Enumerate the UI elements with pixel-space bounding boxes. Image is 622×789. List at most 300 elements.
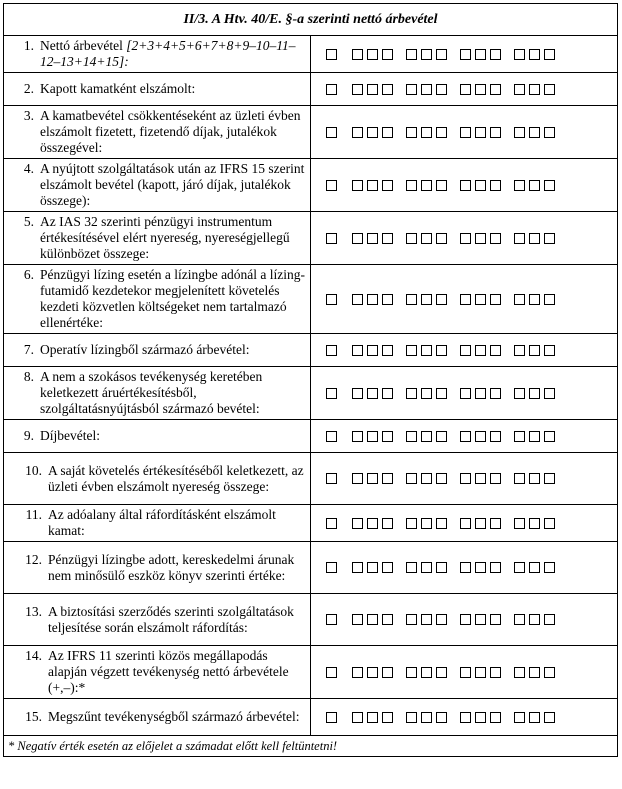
digit-box[interactable]	[475, 667, 486, 678]
digit-box[interactable]	[529, 345, 540, 356]
digit-box[interactable]	[382, 233, 393, 244]
digit-box[interactable]	[326, 473, 337, 484]
digit-group	[514, 473, 559, 484]
digit-box[interactable]	[406, 473, 417, 484]
digit-box[interactable]	[514, 233, 525, 244]
digit-group	[352, 518, 397, 529]
digit-box[interactable]	[529, 49, 540, 60]
digit-group	[406, 180, 451, 191]
digit-box[interactable]	[475, 518, 486, 529]
digit-group	[326, 127, 341, 138]
digit-box[interactable]	[529, 712, 540, 723]
digit-box[interactable]	[382, 562, 393, 573]
digit-box[interactable]	[514, 667, 525, 678]
digit-group	[460, 431, 505, 442]
form-row-10	[4, 453, 618, 505]
digit-box[interactable]	[544, 431, 555, 442]
digit-box[interactable]	[367, 345, 378, 356]
amount-entry-cell	[311, 73, 618, 106]
digit-box[interactable]	[544, 388, 555, 399]
digit-box[interactable]	[382, 127, 393, 138]
digit-box[interactable]	[367, 233, 378, 244]
digit-box[interactable]	[475, 49, 486, 60]
digit-box[interactable]	[406, 562, 417, 573]
amount-entry-cell	[311, 367, 618, 420]
digit-box[interactable]	[529, 473, 540, 484]
digit-box[interactable]	[514, 294, 525, 305]
digit-box[interactable]	[514, 127, 525, 138]
digit-box[interactable]	[460, 180, 471, 191]
digit-box[interactable]	[326, 49, 337, 60]
digit-box[interactable]	[421, 667, 432, 678]
row-label: A nyújtott szolgáltatások után az IFRS 15 szerint elszámolt bevétel (kapott, járó díjak, jutalékok összege):	[40, 161, 305, 208]
digit-box[interactable]	[529, 180, 540, 191]
digit-box[interactable]	[436, 667, 447, 678]
digit-box[interactable]	[436, 562, 447, 573]
digit-group	[514, 127, 559, 138]
digit-box[interactable]	[326, 294, 337, 305]
digit-box[interactable]	[436, 388, 447, 399]
digit-group	[326, 180, 341, 191]
digit-group	[514, 667, 559, 678]
digit-box[interactable]	[352, 127, 363, 138]
digit-box[interactable]	[367, 388, 378, 399]
digit-box[interactable]	[326, 431, 337, 442]
digit-group	[406, 388, 451, 399]
digit-box[interactable]	[352, 614, 363, 625]
digit-box[interactable]	[326, 233, 337, 244]
digit-box[interactable]	[326, 614, 337, 625]
row-label: Pénzügyi lízing esetén a lízingbe adónál a lízing-futamidő kezdetekor megjelenített követelés kezdeti közvetlen költségeket nem tartalmazó ellenértéke:	[40, 267, 306, 330]
digit-box[interactable]	[436, 712, 447, 723]
digit-group	[460, 473, 505, 484]
row-label: A kamatbevétel csökkentéseként az üzleti évben elszámolt fizetett, fizetendő díjak, jutalékok összegével:	[40, 108, 301, 155]
digit-box[interactable]	[367, 518, 378, 529]
digit-box[interactable]	[544, 518, 555, 529]
digit-box[interactable]	[352, 388, 363, 399]
digit-box[interactable]	[406, 180, 417, 191]
digit-group	[460, 614, 505, 625]
digit-box[interactable]	[352, 49, 363, 60]
digit-box[interactable]	[406, 518, 417, 529]
digit-box[interactable]	[436, 84, 447, 95]
digit-box[interactable]	[514, 473, 525, 484]
digit-box[interactable]	[514, 84, 525, 95]
digit-box[interactable]	[460, 518, 471, 529]
digit-box[interactable]	[352, 431, 363, 442]
digit-group	[406, 431, 451, 442]
digit-box[interactable]	[529, 562, 540, 573]
digit-group	[514, 518, 559, 529]
digit-group	[460, 345, 505, 356]
form-row-1	[4, 36, 618, 73]
digit-box[interactable]	[436, 431, 447, 442]
digit-group	[460, 233, 505, 244]
digit-box[interactable]	[352, 712, 363, 723]
row-label-cell	[4, 453, 311, 505]
digit-box[interactable]	[460, 84, 471, 95]
digit-box[interactable]	[406, 667, 417, 678]
digit-group	[326, 614, 341, 625]
digit-group	[406, 562, 451, 573]
digit-group	[460, 49, 505, 60]
digit-box[interactable]	[460, 712, 471, 723]
row-label-cell	[4, 106, 311, 159]
digit-box[interactable]	[544, 180, 555, 191]
digit-box[interactable]	[436, 127, 447, 138]
digit-box[interactable]	[367, 473, 378, 484]
digit-box[interactable]	[514, 180, 525, 191]
row-number: 13.	[25, 603, 42, 619]
digit-box[interactable]	[544, 667, 555, 678]
form-row-2	[4, 73, 618, 106]
digit-box[interactable]	[529, 294, 540, 305]
digit-box[interactable]	[367, 562, 378, 573]
row-number: 10.	[25, 462, 42, 478]
digit-box[interactable]	[367, 431, 378, 442]
digit-box[interactable]	[367, 180, 378, 191]
digit-group	[514, 294, 559, 305]
digit-group	[326, 473, 341, 484]
amount-entry-cell	[311, 212, 618, 265]
digit-box[interactable]	[382, 294, 393, 305]
form-rows	[4, 36, 618, 736]
digit-box[interactable]	[382, 667, 393, 678]
row-number: 15.	[25, 709, 42, 724]
digit-box[interactable]	[460, 562, 471, 573]
row-number: 12.	[25, 551, 42, 567]
row-label: Az adóalany által ráfordításként elszámolt kamat:	[48, 507, 276, 538]
digit-group	[352, 431, 397, 442]
digit-group	[514, 431, 559, 442]
digit-group	[352, 127, 397, 138]
form-table	[3, 3, 618, 757]
digit-box[interactable]	[382, 431, 393, 442]
digit-box[interactable]	[490, 180, 501, 191]
digit-box[interactable]	[475, 294, 486, 305]
digit-box[interactable]	[529, 388, 540, 399]
digit-group	[352, 233, 397, 244]
form-row-3	[4, 106, 618, 159]
digit-box[interactable]	[421, 294, 432, 305]
digit-group	[460, 388, 505, 399]
row-label-cell	[4, 212, 311, 265]
digit-box[interactable]	[460, 614, 471, 625]
digit-box[interactable]	[490, 473, 501, 484]
digit-box[interactable]	[382, 180, 393, 191]
digit-box[interactable]	[436, 49, 447, 60]
row-label: Az IAS 32 szerinti pénzügyi instrumentum értékesítésével elért nyereség, nyereségjellegű különbözet összege:	[40, 214, 290, 261]
digit-box[interactable]	[460, 431, 471, 442]
digit-box[interactable]	[326, 562, 337, 573]
digit-box[interactable]	[475, 127, 486, 138]
digit-box[interactable]	[529, 233, 540, 244]
digit-box[interactable]	[490, 614, 501, 625]
digit-box[interactable]	[352, 294, 363, 305]
digit-box[interactable]	[367, 667, 378, 678]
row-label: Díjbevétel:	[40, 428, 100, 443]
digit-group	[514, 233, 559, 244]
digit-box[interactable]	[529, 127, 540, 138]
digit-box[interactable]	[352, 473, 363, 484]
digit-box[interactable]	[421, 473, 432, 484]
digit-box[interactable]	[490, 127, 501, 138]
digit-group	[406, 473, 451, 484]
digit-group	[326, 667, 341, 678]
digit-box[interactable]	[352, 562, 363, 573]
digit-group	[514, 84, 559, 95]
digit-box[interactable]	[326, 667, 337, 678]
digit-box[interactable]	[406, 431, 417, 442]
digit-box[interactable]	[514, 431, 525, 442]
digit-box[interactable]	[475, 388, 486, 399]
row-number: 2.	[23, 81, 34, 96]
digit-group	[352, 667, 397, 678]
digit-group	[514, 49, 559, 60]
digit-box[interactable]	[544, 127, 555, 138]
digit-group	[460, 180, 505, 191]
digit-box[interactable]	[421, 127, 432, 138]
digit-box[interactable]	[382, 345, 393, 356]
amount-entry-cell	[311, 265, 618, 334]
digit-box[interactable]	[475, 233, 486, 244]
digit-box[interactable]	[490, 431, 501, 442]
digit-box[interactable]	[514, 345, 525, 356]
digit-box[interactable]	[460, 294, 471, 305]
digit-box[interactable]	[490, 388, 501, 399]
digit-box[interactable]	[421, 712, 432, 723]
digit-box[interactable]	[490, 233, 501, 244]
digit-box[interactable]	[436, 473, 447, 484]
amount-entry-cell	[311, 36, 618, 73]
digit-box[interactable]	[475, 614, 486, 625]
form-row-5	[4, 212, 618, 265]
digit-box[interactable]	[352, 345, 363, 356]
amount-entry-cell	[311, 453, 618, 505]
digit-box[interactable]	[406, 84, 417, 95]
digit-box[interactable]	[514, 388, 525, 399]
digit-box[interactable]	[460, 667, 471, 678]
row-label: Megszűnt tevékenységből származó árbevétel:	[48, 709, 300, 724]
digit-box[interactable]	[382, 712, 393, 723]
digit-group	[326, 518, 341, 529]
form-row-14	[4, 646, 618, 699]
digit-box[interactable]	[352, 180, 363, 191]
digit-group	[352, 388, 397, 399]
form-title: II/3. A Htv. 40/E. §-a szerinti nettó árbevétel	[4, 4, 618, 36]
digit-box[interactable]	[460, 388, 471, 399]
row-label-cell	[4, 420, 311, 453]
digit-box[interactable]	[490, 294, 501, 305]
digit-box[interactable]	[490, 84, 501, 95]
row-number: 1.	[23, 38, 34, 53]
digit-box[interactable]	[475, 712, 486, 723]
digit-box[interactable]	[460, 49, 471, 60]
digit-box[interactable]	[367, 294, 378, 305]
digit-box[interactable]	[421, 388, 432, 399]
digit-group	[326, 431, 341, 442]
digit-box[interactable]	[475, 345, 486, 356]
digit-box[interactable]	[367, 614, 378, 625]
digit-group	[514, 614, 559, 625]
digit-box[interactable]	[544, 49, 555, 60]
digit-box[interactable]	[352, 667, 363, 678]
digit-box[interactable]	[421, 431, 432, 442]
digit-group	[406, 84, 451, 95]
digit-box[interactable]	[475, 431, 486, 442]
amount-entry-cell	[311, 542, 618, 594]
digit-box[interactable]	[529, 84, 540, 95]
digit-box[interactable]	[421, 614, 432, 625]
digit-box[interactable]	[544, 562, 555, 573]
digit-box[interactable]	[326, 127, 337, 138]
digit-group	[460, 127, 505, 138]
digit-box[interactable]	[544, 614, 555, 625]
digit-box[interactable]	[367, 712, 378, 723]
digit-box[interactable]	[326, 518, 337, 529]
digit-group	[406, 233, 451, 244]
digit-box[interactable]	[514, 49, 525, 60]
digit-box[interactable]	[421, 84, 432, 95]
digit-box[interactable]	[406, 127, 417, 138]
digit-box[interactable]	[326, 712, 337, 723]
digit-box[interactable]	[406, 614, 417, 625]
digit-box[interactable]	[490, 345, 501, 356]
digit-group	[406, 712, 451, 723]
digit-box[interactable]	[436, 614, 447, 625]
digit-group	[326, 49, 341, 60]
digit-group	[460, 667, 505, 678]
digit-box[interactable]	[514, 518, 525, 529]
digit-box[interactable]	[529, 667, 540, 678]
digit-group	[460, 562, 505, 573]
digit-box[interactable]	[382, 49, 393, 60]
digit-group	[352, 712, 397, 723]
digit-box[interactable]	[544, 345, 555, 356]
digit-group	[514, 180, 559, 191]
digit-box[interactable]	[326, 84, 337, 95]
digit-box[interactable]	[382, 473, 393, 484]
digit-group	[326, 345, 341, 356]
row-label-cell	[4, 265, 311, 334]
digit-box[interactable]	[421, 233, 432, 244]
row-label-cell	[4, 159, 311, 212]
digit-box[interactable]	[421, 49, 432, 60]
digit-box[interactable]	[490, 562, 501, 573]
digit-box[interactable]	[544, 712, 555, 723]
digit-group	[406, 614, 451, 625]
row-label-cell	[4, 73, 311, 106]
digit-box[interactable]	[406, 345, 417, 356]
digit-group	[352, 614, 397, 625]
amount-entry-cell	[311, 505, 618, 542]
digit-box[interactable]	[421, 180, 432, 191]
digit-group	[352, 345, 397, 356]
digit-box[interactable]	[460, 473, 471, 484]
digit-box[interactable]	[490, 712, 501, 723]
digit-box[interactable]	[382, 388, 393, 399]
digit-box[interactable]	[436, 233, 447, 244]
digit-box[interactable]	[475, 84, 486, 95]
row-label-cell	[4, 334, 311, 367]
digit-group	[352, 294, 397, 305]
digit-box[interactable]	[490, 518, 501, 529]
digit-box[interactable]	[382, 518, 393, 529]
digit-box[interactable]	[421, 518, 432, 529]
digit-box[interactable]	[382, 84, 393, 95]
form-row-4	[4, 159, 618, 212]
form-row-13	[4, 594, 618, 646]
form-row-6	[4, 265, 618, 334]
digit-box[interactable]	[460, 345, 471, 356]
row-number: 14.	[25, 648, 42, 663]
digit-box[interactable]	[514, 712, 525, 723]
digit-box[interactable]	[352, 518, 363, 529]
digit-box[interactable]	[406, 233, 417, 244]
digit-box[interactable]	[436, 518, 447, 529]
digit-box[interactable]	[436, 294, 447, 305]
digit-box[interactable]	[326, 345, 337, 356]
digit-box[interactable]	[352, 233, 363, 244]
digit-box[interactable]	[326, 180, 337, 191]
digit-box[interactable]	[544, 473, 555, 484]
digit-box[interactable]	[490, 49, 501, 60]
digit-box[interactable]	[529, 518, 540, 529]
digit-box[interactable]	[490, 667, 501, 678]
digit-box[interactable]	[529, 431, 540, 442]
digit-box[interactable]	[529, 614, 540, 625]
digit-box[interactable]	[406, 294, 417, 305]
digit-box[interactable]	[475, 180, 486, 191]
digit-box[interactable]	[514, 614, 525, 625]
digit-group	[406, 518, 451, 529]
digit-box[interactable]	[406, 712, 417, 723]
digit-box[interactable]	[352, 84, 363, 95]
digit-box[interactable]	[367, 49, 378, 60]
digit-box[interactable]	[514, 562, 525, 573]
digit-box[interactable]	[367, 127, 378, 138]
digit-box[interactable]	[460, 233, 471, 244]
digit-group	[514, 562, 559, 573]
digit-box[interactable]	[406, 388, 417, 399]
digit-box[interactable]	[367, 84, 378, 95]
digit-box[interactable]	[460, 127, 471, 138]
amount-entry-cell	[311, 646, 618, 699]
row-number: 8.	[23, 369, 34, 384]
row-number: 4.	[23, 161, 34, 176]
row-label: Az IFRS 11 szerinti közös megállapodás alapján végzett tevékenység nettó árbevétele (+,–):*	[48, 648, 289, 695]
digit-box[interactable]	[421, 345, 432, 356]
form-row-11	[4, 505, 618, 542]
digit-box[interactable]	[421, 562, 432, 573]
digit-box[interactable]	[544, 84, 555, 95]
digit-box[interactable]	[326, 388, 337, 399]
digit-box[interactable]	[406, 49, 417, 60]
form-row-12	[4, 542, 618, 594]
digit-box[interactable]	[436, 345, 447, 356]
digit-group	[406, 294, 451, 305]
digit-box[interactable]	[382, 614, 393, 625]
digit-box[interactable]	[544, 294, 555, 305]
digit-box[interactable]	[436, 180, 447, 191]
digit-box[interactable]	[475, 473, 486, 484]
row-label-cell	[4, 699, 311, 736]
digit-box[interactable]	[544, 233, 555, 244]
digit-box[interactable]	[475, 562, 486, 573]
row-label: A biztosítási szerződés szerinti szolgáltatások teljesítése során elszámolt ráfordítás:	[48, 603, 294, 635]
form-row-15	[4, 699, 618, 736]
row-label-cell	[4, 594, 311, 646]
